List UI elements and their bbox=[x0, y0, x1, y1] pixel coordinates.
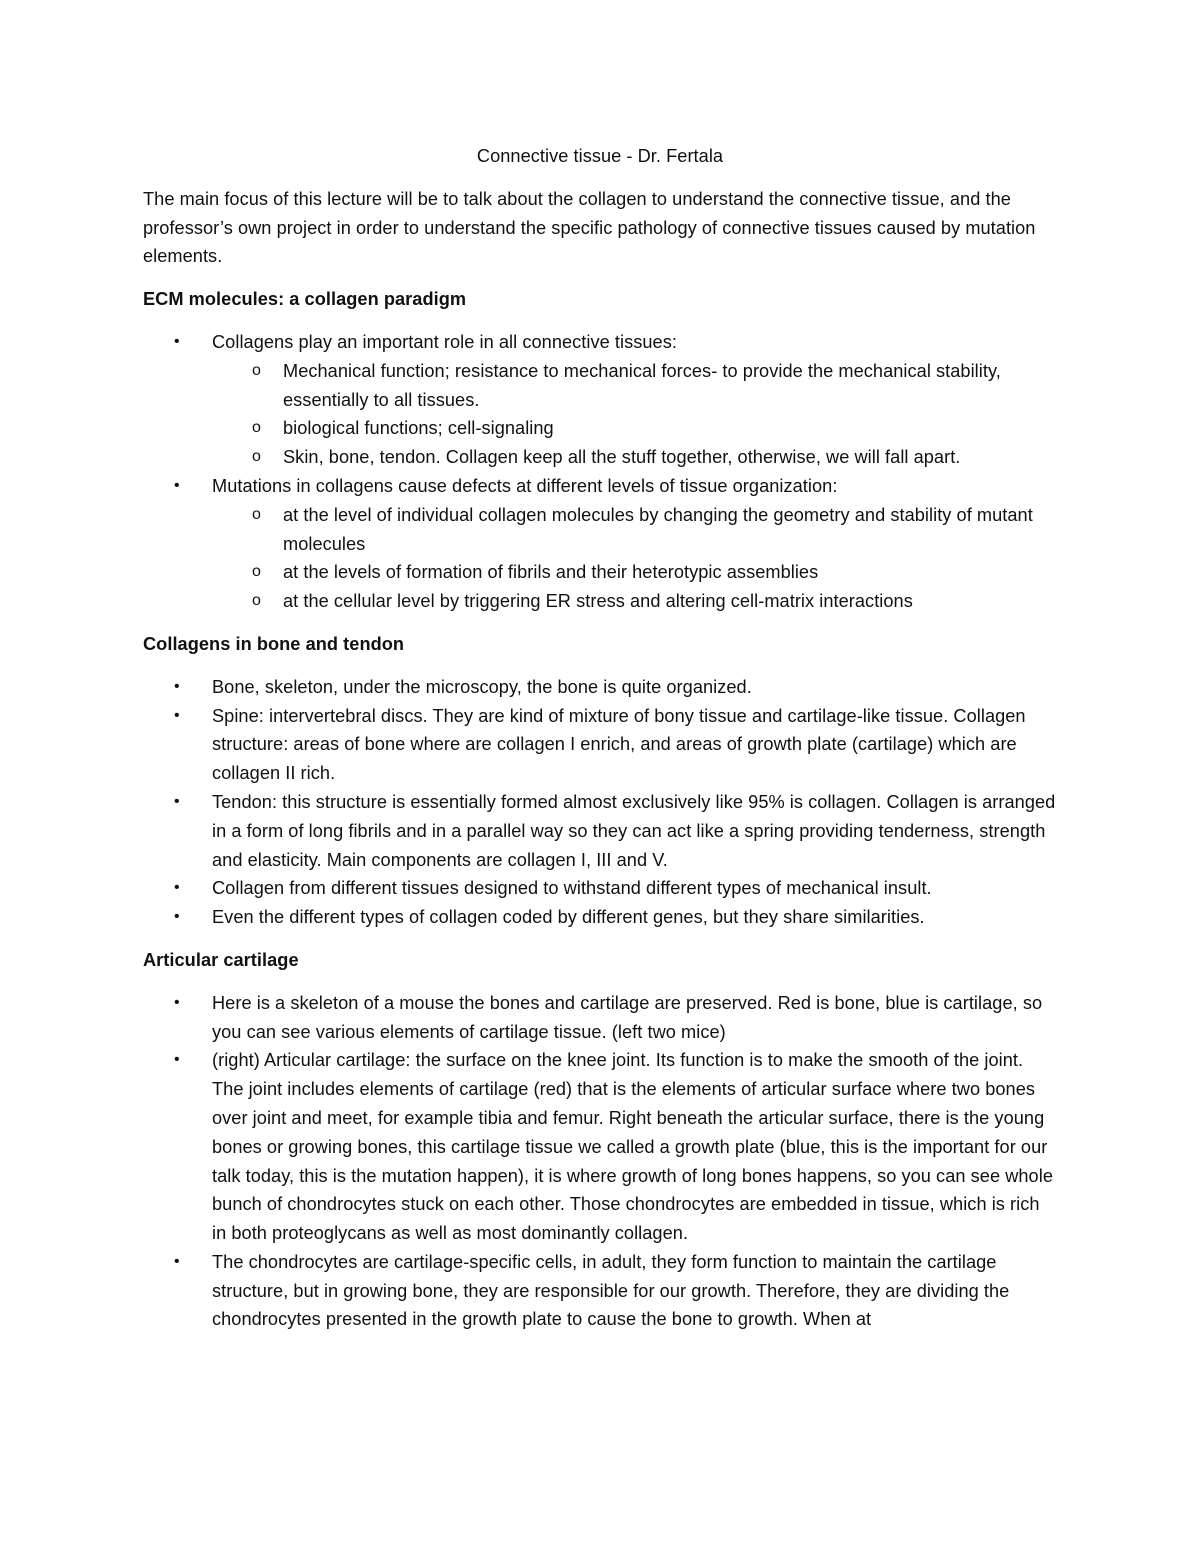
bullet-icon: • bbox=[174, 1051, 180, 1069]
sub-list-item bbox=[212, 443, 1057, 472]
bullet-icon: • bbox=[174, 476, 180, 494]
bullet-icon: • bbox=[174, 993, 180, 1011]
sub-list-item-text: at the level of individual collagen molecules by changing the geometry and stability of mutant molecules bbox=[283, 504, 1033, 554]
list-item bbox=[143, 874, 1057, 903]
sub-list-item-text: Mechanical function; resistance to mechanical forces- to provide the mechanical stability, essentially to all tissues. bbox=[283, 360, 1001, 410]
sub-list-item bbox=[212, 414, 1057, 443]
list-item-text: Bone, skeleton, under the microscopy, the bone is quite organized. bbox=[212, 676, 752, 697]
list-item bbox=[143, 702, 1057, 788]
section-heading: Articular cartilage bbox=[143, 949, 299, 970]
sub-bullet-icon: o bbox=[252, 563, 261, 581]
list-item bbox=[143, 788, 1057, 874]
list-item bbox=[143, 1046, 1057, 1248]
list-item bbox=[143, 1248, 1057, 1334]
sub-list-item bbox=[212, 558, 1057, 587]
list-item bbox=[143, 673, 1057, 702]
sub-list-item bbox=[212, 501, 1057, 559]
bullet-icon: • bbox=[174, 1252, 180, 1270]
list-item-text: The chondrocytes are cartilage-specific cells, in adult, they form function to maintain the cartilage structure, but in growing bone, they are responsible for our growth. Therefore, they are dividing the chondrocytes presented in the growth plate to cause the bone to growth. When at bbox=[212, 1251, 1010, 1330]
sub-list-item bbox=[212, 357, 1057, 415]
bullet-icon: • bbox=[174, 332, 180, 350]
bullet-icon: • bbox=[174, 879, 180, 897]
sub-list-item bbox=[212, 587, 1057, 616]
sub-bullet-icon: o bbox=[252, 505, 261, 523]
bullet-list bbox=[143, 673, 1057, 932]
sub-bullet-list bbox=[212, 501, 1057, 616]
section-heading: Collagens in bone and tendon bbox=[143, 633, 405, 654]
sub-list-item-text: biological functions; cell-signaling bbox=[283, 418, 554, 439]
bullet-icon: • bbox=[174, 792, 180, 810]
bullet-icon: • bbox=[174, 908, 180, 926]
list-item bbox=[143, 989, 1057, 1047]
list-item-text: Collagens play an important role in all connective tissues: bbox=[212, 331, 677, 352]
bullet-icon: • bbox=[174, 677, 180, 695]
sub-list-item-text: at the cellular level by triggering ER stress and altering cell-matrix interactions bbox=[283, 591, 913, 612]
intro-paragraph: The main focus of this lecture will be to talk about the collagen to understand the connective tissue, and the professor’s own project in order to understand the specific pathology of connective tissues caused by mutation elements. bbox=[143, 188, 1036, 267]
sub-bullet-list bbox=[212, 357, 1057, 472]
bullet-list bbox=[143, 328, 1057, 616]
bullet-icon: • bbox=[174, 706, 180, 724]
list-item bbox=[143, 472, 1057, 616]
sub-bullet-icon: o bbox=[252, 361, 261, 379]
list-item-text: (right) Articular cartilage: the surface on the knee joint. Its function is to make the smooth of the joint. The joint includes elements of cartilage (red) that is the elements of articular surface where two bones over joint and meet, for example tibia and femur. Right beneath the articular surface, there is the young bones or growing bones, this cartilage tissue we called a growth plate (blue, this is the important for our talk today, this is the mutation happen), it is where growth of long bones happens, so you can see whole bunch of chondrocytes stuck on each other. Those chondrocytes are embedded in tissue, which is rich in both proteoglycans as well as most dominantly collagen. bbox=[212, 1050, 1053, 1244]
sub-list-item-text: Skin, bone, tendon. Collagen keep all the stuff together, otherwise, we will fall apart. bbox=[283, 447, 961, 468]
list-item-text: Even the different types of collagen coded by different genes, but they share similarities. bbox=[212, 907, 925, 928]
bullet-list bbox=[143, 989, 1057, 1335]
section-heading: ECM molecules: a collagen paradigm bbox=[143, 289, 467, 310]
sub-list-item-text: at the levels of formation of fibrils and their heterotypic assemblies bbox=[283, 562, 819, 583]
list-item-text: Tendon: this structure is essentially formed almost exclusively like 95% is collagen. Collagen is arranged in a form of long fibrils and in a parallel way so they can act like a spring providing tenderness, strength and elasticity. Main components are collagen I, III and V. bbox=[212, 791, 1056, 870]
list-item-text: Spine: intervertebral discs. They are kind of mixture of bony tissue and cartilage-like tissue. Collagen structure: areas of bone where are collagen I enrich, and areas of growth plate (cartilage) which are collagen II rich. bbox=[212, 705, 1026, 784]
list-item-text: Mutations in collagens cause defects at different levels of tissue organization: bbox=[212, 475, 838, 496]
list-item-text: Collagen from different tissues designed to withstand different types of mechanical insult. bbox=[212, 878, 932, 899]
sections-container bbox=[143, 285, 1057, 1334]
sub-bullet-icon: o bbox=[252, 419, 261, 437]
list-item bbox=[143, 328, 1057, 472]
sub-bullet-icon: o bbox=[252, 448, 261, 466]
list-item-text: Here is a skeleton of a mouse the bones and cartilage are preserved. Red is bone, blue is cartilage, so you can see various elements of cartilage tissue. (left two mice) bbox=[212, 992, 1043, 1042]
document-title: Connective tissue - Dr. Fertala bbox=[476, 146, 724, 166]
list-item bbox=[143, 903, 1057, 932]
sub-bullet-icon: o bbox=[252, 592, 261, 610]
